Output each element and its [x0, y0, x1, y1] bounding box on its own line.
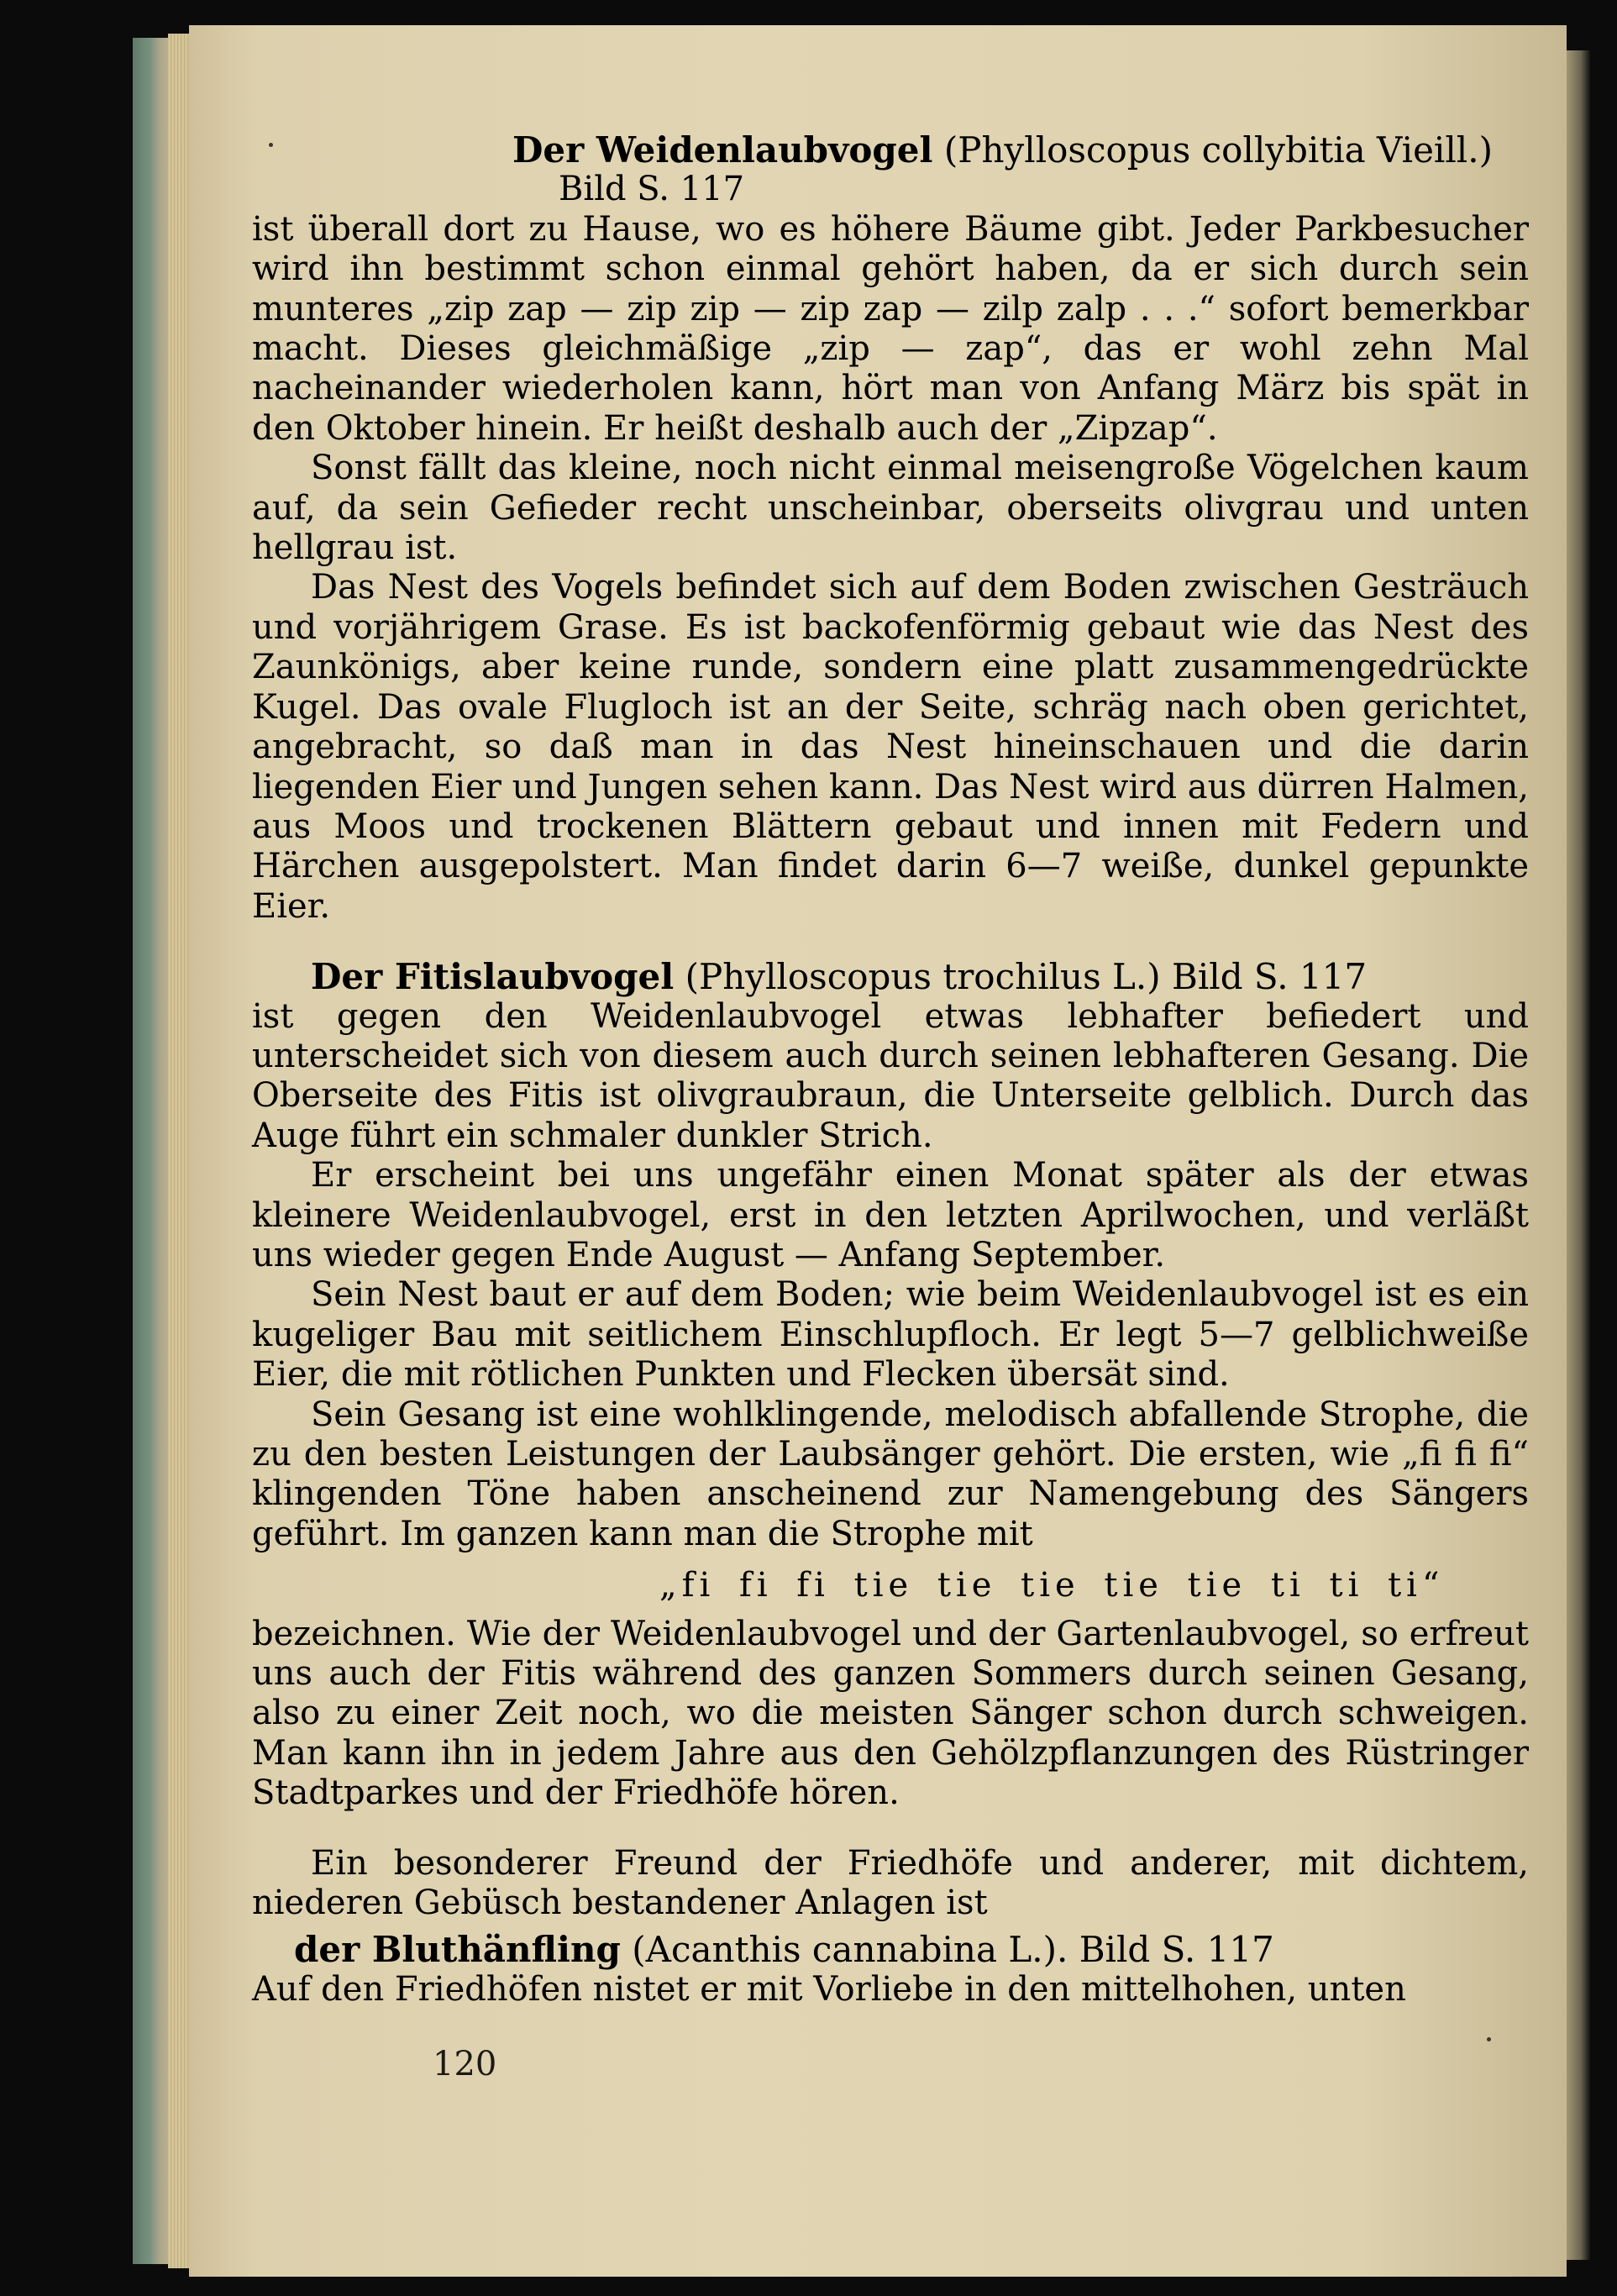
paragraph: ist überall dort zu Hause, wo es höhere Bäume gibt. Jeder Parkbesucher wird ihn bestimmt schon einmal gehört haben, da er sich durch sein munteres „zip zap — zip zip — zip zap — zilp zalp . . .“ sofort bemerkbar macht. Dieses gleichmäßige „zip — zap“, das er wohl zehn Mal nacheinander wiederholen kann, hört man von Anfang März bis spät in den Oktober hinein. Er heißt deshalb auch der „Zipzap“.	[252, 209, 1529, 448]
species-name: der Bluthänfling	[294, 1929, 621, 1971]
page-number: 120	[433, 2045, 497, 2083]
paragraph: ist gegen den Weidenlaubvogel etwas lebhafter befiedert und unterscheidet sich von diesem auch durch seinen lebhafteren Gesang. Die Oberseite des Fitis ist olivgraubraun, die Unterseite gelblich. Durch das Auge führt ein schmaler dunkler Strich.	[252, 996, 1529, 1155]
section-heading-weidenlaubvogel	[252, 130, 1529, 170]
page-body	[252, 130, 1529, 2010]
paragraph: Sein Nest baut er auf dem Boden; wie beim Weidenlaubvogel ist es ein kugeliger Bau mit seitlichem Einschlupfloch. Er legt 5—7 gelblichweiße Eier, die mit rötlichen Punkten und Flecken übersät sind.	[252, 1275, 1529, 1395]
paragraph: Auf den Friedhöfen nistet er mit Vorliebe in den mittelhohen, unten	[252, 1969, 1406, 2009]
section-heading-bluthaenfling	[252, 1930, 1529, 1969]
species-name: Der Fitislaubvogel	[311, 956, 675, 998]
figure-reference-text: Bild S. 117	[1171, 956, 1368, 998]
paragraph: Sein Gesang ist eine wohlklingende, melodisch abfallende Strophe, die zu den besten Leistungen der Laubsänger gehört. Die ersten, wie „fi fi fi“ klingenden Töne haben anscheinend zur Namengebung des Sängers geführt. Im ganzen kann man die Strophe mit	[252, 1395, 1529, 1553]
paragraph: Er erscheint bei uns ungefähr einen Monat später als der etwas kleinere Weidenlaubvogel, erst in den letzten Aprilwochen, und verläßt uns wieder gegen Ende August — Anfang September.	[252, 1156, 1529, 1274]
ink-speck	[1487, 2037, 1491, 2041]
paragraph-intro: Ein besonderer Freund der Friedhöfe und anderer, mit dichtem, niederen Gebüsch bestandener Anlagen ist	[252, 1843, 1529, 1923]
section-heading-fitislaubvogel	[252, 957, 1529, 996]
scan-shadow	[1567, 50, 1590, 2260]
figure-reference-text: Bild S. 117	[559, 170, 745, 209]
figure-reference	[252, 170, 1529, 209]
figure-reference-text: Bild S. 117	[1079, 1929, 1274, 1971]
latin-name: (Acanthis cannabina L.).	[632, 1929, 1068, 1971]
species-name: Der Weidenlaubvogel	[512, 129, 933, 171]
latin-name: (Phylloscopus collybitia Vieill.)	[943, 129, 1493, 171]
paragraph: bezeichnen. Wie der Weidenlaubvogel und der Gartenlaubvogel, so erfreut uns auch der Fitis während des ganzen Sommers durch seinen Gesang, also zu einer Zeit noch, wo die meisten Sänger schon durch schweigen. Man kann ihn in jedem Jahre aus den Gehölzpflanzungen des Rüstringer Stadtparkes und der Friedhöfe hören.	[252, 1614, 1529, 1813]
paragraph: Das Nest des Vogels befindet sich auf dem Boden zwischen Gesträuch und vorjährigem Grase. Es ist backofenförmig gebaut wie das Nest des Zaunkönigs, aber keine runde, sondern eine platt zusammengedrückte Kugel. Das ovale Flugloch ist an der Seite, schräg nach oben gerichtet, angebracht, so daß man in das Nest hineinschauen und die darin liegenden Eier und Jungen sehen kann. Das Nest wird aus dürren Halmen, aus Moos und trockenen Blättern gebaut und innen mit Federn und Härchen ausgepolstert. Man findet darin 6—7 weiße, dunkel gepunkte Eier.	[252, 568, 1529, 926]
paragraph: Sonst fällt das kleine, noch nicht einmal meisengroße Vögelchen kaum auf, da sein Gefieder recht unscheinbar, oberseits olivgrau und unten hellgrau ist.	[252, 449, 1529, 568]
song-transcription: „fi fi fi tie tie tie tie tie ti ti ti“	[659, 1566, 1445, 1605]
latin-name: (Phylloscopus trochilus L.)	[685, 956, 1161, 998]
